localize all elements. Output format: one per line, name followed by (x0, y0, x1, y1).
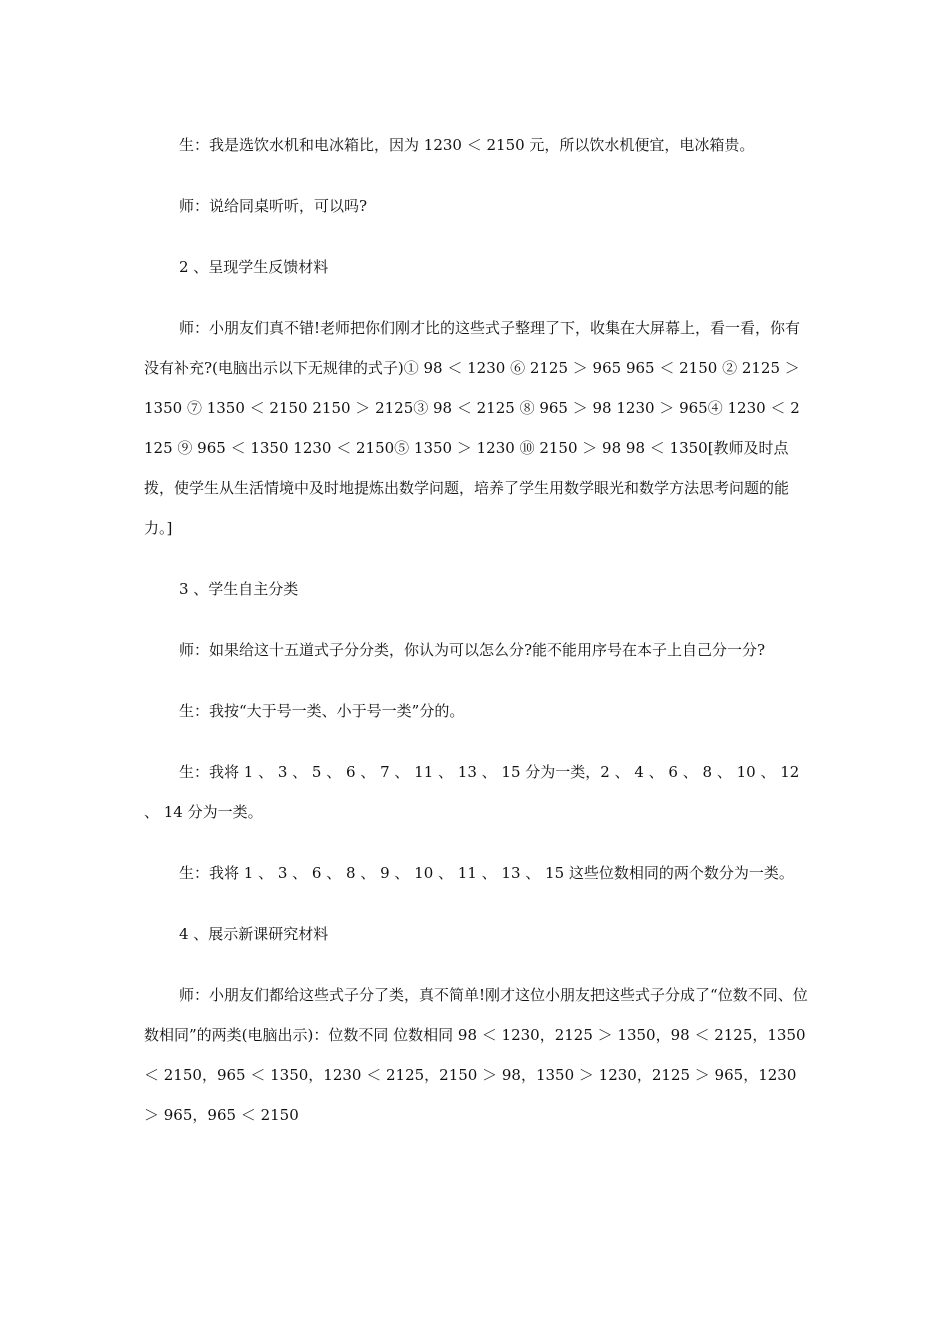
paragraph-teacher-prompt: 师：说给同桌听听，可以吗? (179, 197, 368, 215)
paragraph-new-lesson-material: 师：小朋友们都给这些式子分了类，真不简单!刚才这位小朋友把这些式子分成了“位数不同、位数相同”的两类(电脑出示)：位数不同 位数相同 98 ＜ 1230，2125 ＞ 1350，98 ＜ 2125，1350 ＜ 2150，965 ＜ 1350，1230 ＜ 2125，2150 ＞ 98，1350 ＞ 1230，2125 ＞ 965，1230 ＞ 965，965 ＜ 2150 (144, 986, 808, 1124)
paragraph-student-answer-2: 生：我按“大于号一类、小于号一类”分的。 (179, 702, 465, 720)
paragraph-feedback-material: 师：小朋友们真不错!老师把你们刚才比的这些式子整理了下，收集在大屏幕上，看一看，你有没有补充?(电脑出示以下无规律的式子)① 98 ＜ 1230 ⑥ 2125 ＞ 965 965 ＜ 2150 ② 2125 ＞ 1350 ⑦ 1350 ＜ 2150 2150 ＞ 2125③ 98 ＜ 2125 ⑧ 965 ＞ 98 1230 ＞ 965④ 1230 ＜ 2125 ⑨ 965 ＜ 1350 1230 ＜ 2150⑤ 1350 ＞ 1230 ⑩ 2150 ＞ 98 98 ＜ 1350[教师及时点拨，使学生从生活情境中及时地提炼出数学问题，培养了学生用数学眼光和数学方法思考问题的能力。] (144, 319, 801, 537)
section-heading-2: 2 、呈现学生反馈材料 (179, 258, 329, 276)
paragraph-gap (144, 609, 808, 630)
paragraph-gap (144, 832, 808, 853)
paragraph-student-answer-1: 生：我是选饮水机和电冰箱比，因为 1230 ＜ 2150 元，所以饮水机便宜，电冰箱贵。 (179, 136, 755, 154)
paragraph-gap (144, 893, 808, 914)
document-body (144, 125, 808, 1135)
paragraph-student-answer-4: 生：我将 1 、 3 、 6 、 8 、 9 、 10 、 11 、 13 、 15 这些位数相同的两个数分为一类。 (179, 864, 794, 882)
paragraph-classification-question: 师：如果给这十五道式子分分类，你认为可以怎么分?能不能用序号在本子上自己分一分? (179, 641, 766, 659)
paragraph-gap (144, 731, 808, 752)
section-heading-4: 4 、展示新课研究材料 (179, 925, 329, 943)
section-heading-3: 3 、学生自主分类 (179, 580, 299, 598)
paragraph-gap (144, 548, 808, 569)
paragraph-gap (144, 165, 808, 186)
paragraph-gap (144, 954, 808, 975)
paragraph-gap (144, 226, 808, 247)
paragraph-student-answer-3: 生：我将 1 、 3 、 5 、 6 、 7 、 11 、 13 、 15 分为一类，2 、 4 、 6 、 8 、 10 、 12 、 14 分为一类。 (144, 763, 800, 821)
paragraph-gap (144, 670, 808, 691)
paragraph-gap (144, 287, 808, 308)
